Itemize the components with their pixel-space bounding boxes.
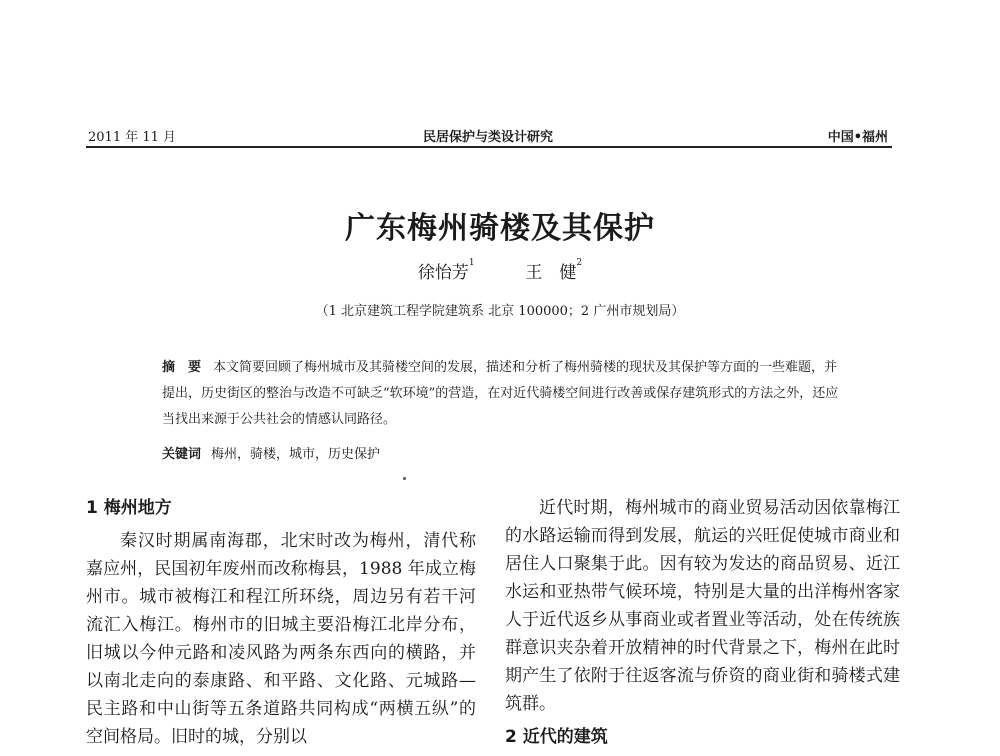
author-line — [0, 258, 1000, 283]
journal-section: 民居保护与类设计研究 — [422, 130, 553, 145]
keywords-label: 关键词 — [162, 447, 202, 462]
author-2: 王 健 — [525, 263, 577, 283]
author-2-mark: 2 — [576, 258, 583, 268]
author-1-mark: 1 — [468, 258, 475, 268]
article-title: 广东梅州骑楼及其保护 — [345, 211, 655, 246]
header-rule — [86, 146, 892, 148]
affiliation: （1 北京建筑工程学院建筑系 北京 100000；2 广州市规划局） — [315, 304, 685, 319]
keywords — [162, 443, 842, 462]
right-column — [505, 489, 900, 756]
section-1-heading: 1 梅州地方 — [86, 498, 172, 518]
abstract — [162, 355, 842, 433]
left-column — [86, 489, 476, 751]
issue-date: 2011 年 11 月 — [88, 130, 177, 145]
abstract-label: 摘 要 — [162, 360, 202, 375]
separator-dot — [403, 477, 406, 480]
abstract-text: 本文简要回顾了梅州城市及其骑楼空间的发展，描述和分析了梅州骑楼的现状及其保护等方面的一些难题，并提出，历史街区的整治与改造不可缺乏“软环境”的营造，在对近代骑楼空间进行改善或保存建筑形式的方法之外，还应当找出来源于公共社会的情感认同路径。 — [162, 360, 839, 427]
author-1: 徐怡芳 — [417, 263, 469, 283]
section-1-paragraph: 秦汉时期属南海郡，北宋时改为梅州，清代称嘉应州，民国初年废州而改称梅县，1988 年成立梅州市。城市被梅江和程江所环绕，周边另有若干河流汇入梅江。梅州市的旧城主要沿梅江北岸分布，旧城以今仲元路和凌风路为两条东西向的横路，并以南北走向的泰康路、和平路、文化路、元城路—民主路和中山街等五条道路共同构成“两横五纵”的空间格局。旧时的城，分别以 — [86, 531, 476, 747]
section-2-heading: 2 近代的建筑 — [505, 727, 608, 747]
keywords-text: 梅州，骑楼，城市，历史保护 — [211, 447, 381, 462]
conference-location: 中国•福州 — [827, 130, 888, 145]
running-header — [88, 122, 888, 144]
section-1-continued-paragraph: 近代时期，梅州城市的商业贸易活动因依靠梅江的水路运输而得到发展，航运的兴旺促使城市商业和居住人口聚集于此。因有较为发达的商品贸易、近江水运和亚热带气候环境，特别是大量的出洋梅州客家人于近代返乡从事商业或者置业等活动，处在传统族群意识夹杂着开放精神的时代背景之下，梅州在此时期产生了依附于往返客流与侨资的商业街和骑楼式建筑群。 — [505, 498, 900, 714]
